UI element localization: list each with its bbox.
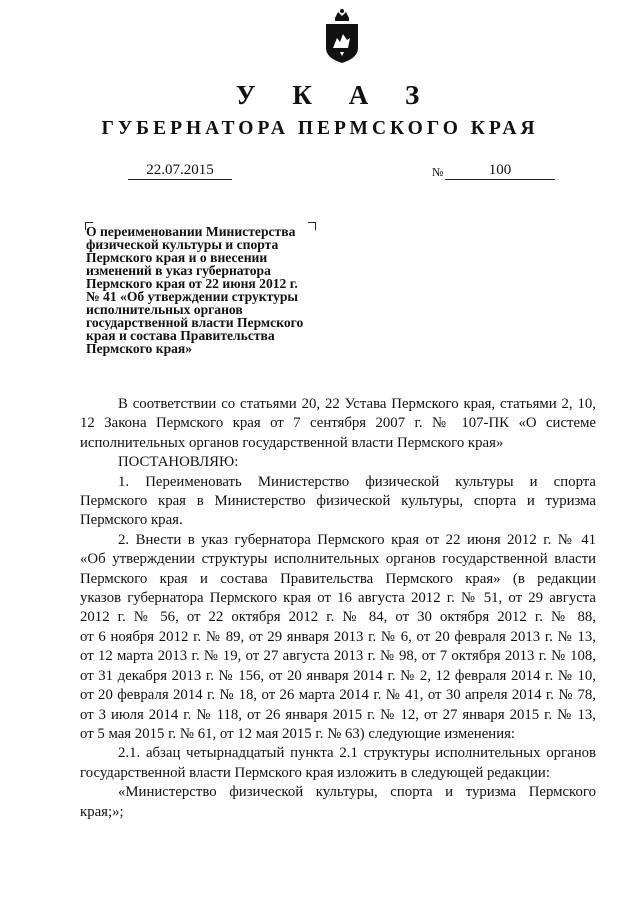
body-line: от 6 ноября 2012 г. № 89, от 29 января 2013 г. № 6, от 20 февраля 2013 г. № 13,: [80, 628, 596, 645]
body-line: указов губернатора Пермского края от 16 августа 2012 г. № 51, от 29 августа: [80, 590, 596, 607]
subject-line: Пермского края и о внесении: [86, 250, 268, 265]
subject-line: края и состава Правительства: [86, 328, 275, 343]
body-line: 1. Переименовать Министерство физической культуры и спорта: [118, 473, 596, 490]
number-sign: №: [432, 165, 444, 179]
subject-line: государственной власти Пермского: [86, 315, 304, 330]
document-date: 22.07.2015: [128, 162, 232, 180]
body-line: от 31 декабря 2013 г. № 156, от 20 января 2014 г. № 2, 12 февраля 2014 г. № 10,: [80, 667, 596, 684]
document-issuer: ГУБЕРНАТОРА ПЕРМСКОГО КРАЯ: [101, 118, 539, 139]
document-number: 100: [445, 162, 555, 180]
body-line: от 5 мая 2015 г. № 61, от 12 мая 2015 г. № 63) следующие изменения:: [80, 725, 516, 742]
body-line: края;»;: [80, 803, 124, 820]
body-line: Пермского края в Министерство физической культуры, спорта и туризма: [80, 493, 596, 510]
body-line: ПОСТАНОВЛЯЮ:: [118, 454, 239, 471]
subject-line: Пермского края»: [86, 341, 193, 356]
body-line: 2012 г. № 56, от 22 октября 2012 г. № 84, от 30 октября 2012 г. № 88,: [80, 609, 596, 626]
body-line: от 12 марта 2013 г. № 19, от 27 августа 2013 г. № 98, от 7 октября 2013 г. № 108,: [80, 648, 596, 665]
subject-line: № 41 «Об утверждении структуры: [86, 289, 299, 304]
body-line: государственной власти Пермского края изложить в следующей редакции:: [80, 764, 550, 781]
subject-line: О переименовании Министерства: [86, 224, 296, 239]
body-line: «Об утверждении структуры исполнительных органов государственной власти: [80, 551, 596, 568]
subject-line: физической культуры и спорта: [86, 237, 279, 252]
subject-line: Пермского края от 22 июня 2012 г.: [86, 276, 298, 291]
body-line: 2. Внести в указ губернатора Пермского края от 22 июня 2012 г. № 41: [118, 531, 596, 548]
body-line: 2.1. абзац четырнадцатый пункта 2.1 структуры исполнительных органов: [118, 745, 596, 762]
body-line: Пермского края и состава Правительства Пермского края» (в редакции: [80, 570, 596, 587]
body-line: исполнительных органов государственной власти Пермского края»: [80, 434, 504, 451]
document-body: [80, 395, 596, 822]
body-line: «Министерство физической культуры, спорта и туризма Пермского: [118, 784, 596, 801]
subject-line: исполнительных органов: [86, 302, 243, 317]
subject-line: изменений в указ губернатора: [86, 263, 271, 278]
body-line: 12 Закона Пермского края от 7 сентября 2007 г. № 107-ПК «О системе: [80, 415, 596, 432]
document-subject: [86, 225, 336, 355]
document-title: У К А З: [235, 80, 435, 110]
body-line: от 3 июля 2014 г. № 118, от 26 января 2015 г. № 12, от 27 января 2015 г. № 13,: [80, 706, 596, 723]
coat-of-arms-icon: [323, 8, 361, 64]
body-line: В соответствии со статьями 20, 22 Устава Пермского края, статьями 2, 10,: [118, 396, 596, 412]
body-line: Пермского края.: [80, 512, 183, 529]
body-line: от 20 февраля 2014 г. № 18, от 26 марта 2014 г. № 41, от 30 апреля 2014 г. № 78,: [80, 687, 596, 704]
